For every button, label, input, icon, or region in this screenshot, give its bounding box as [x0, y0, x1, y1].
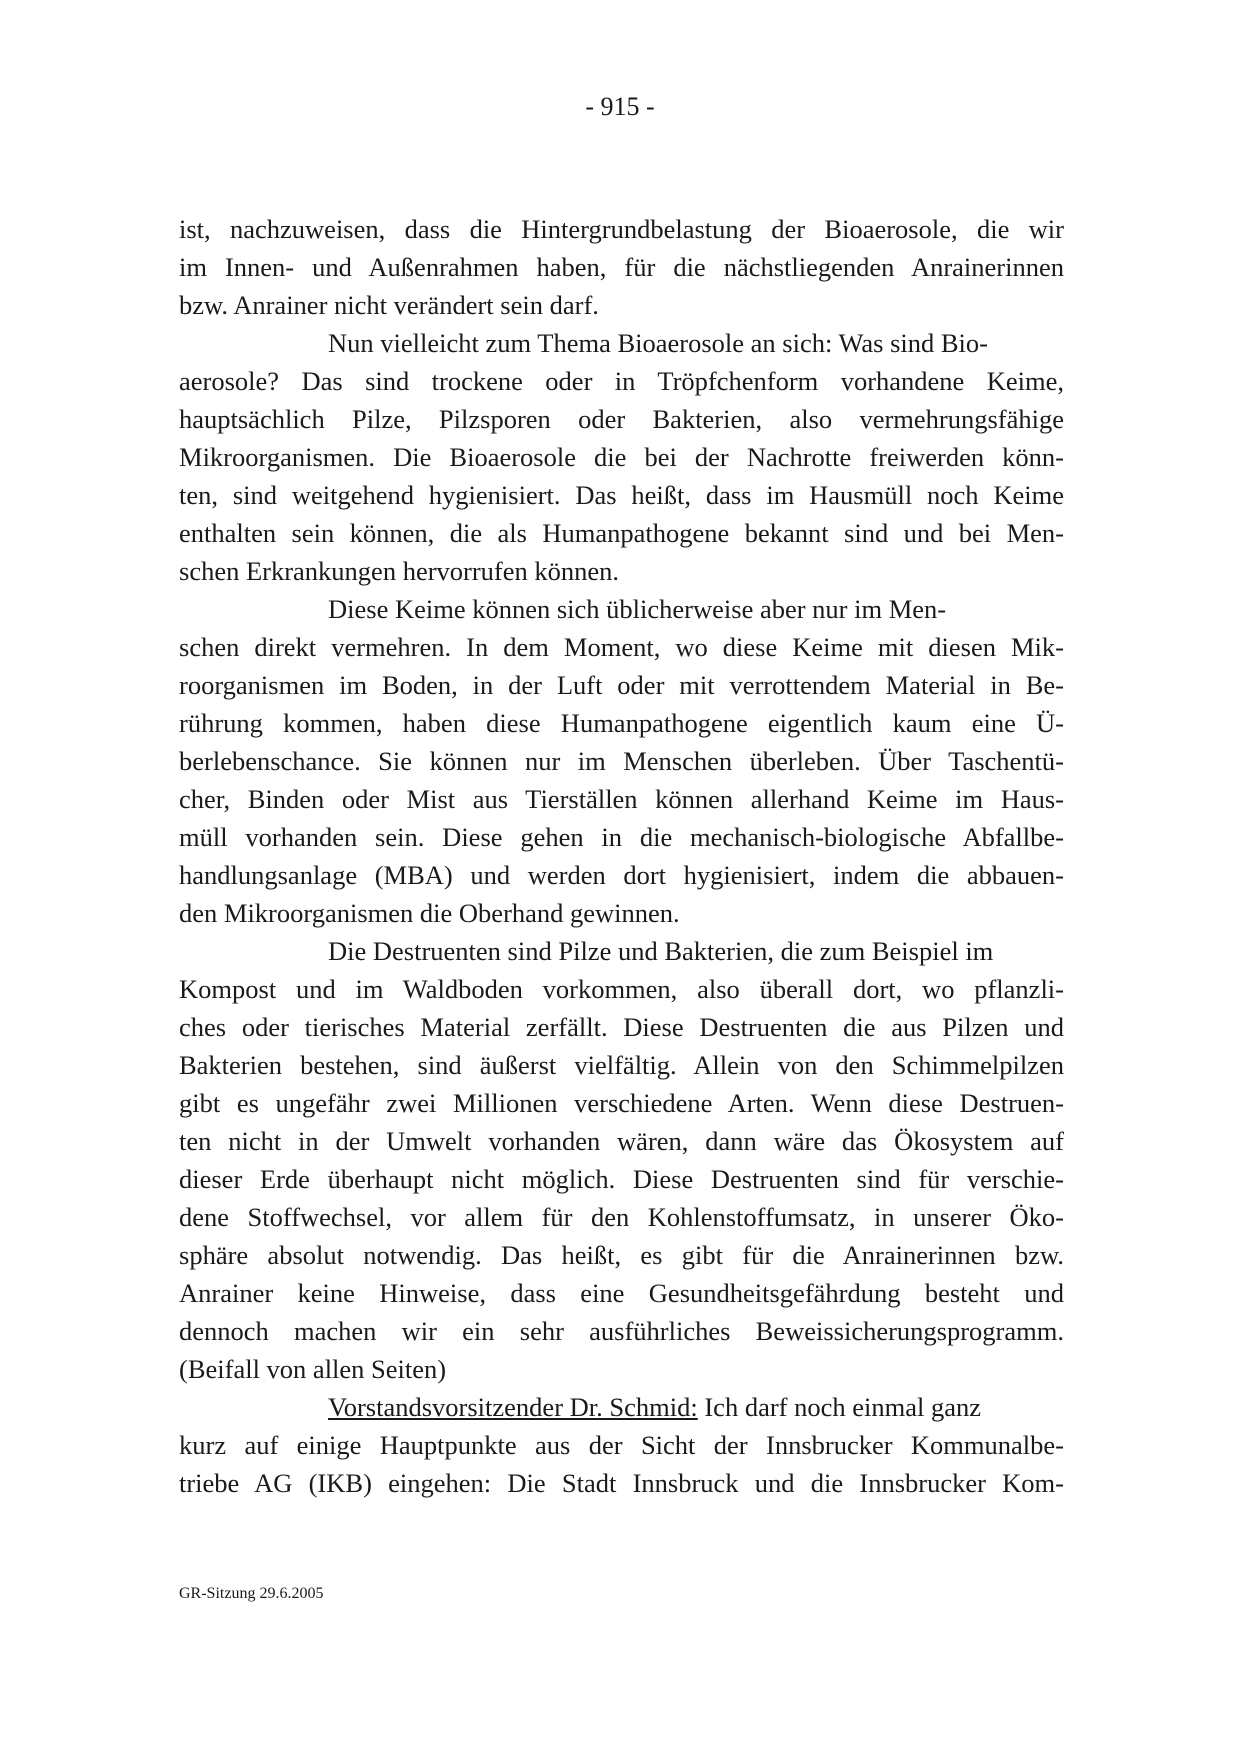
- text-line: [179, 248, 1064, 286]
- text-line: [179, 818, 1064, 856]
- text-line: [179, 552, 1064, 590]
- text-line: [179, 1046, 1064, 1084]
- text-line: [179, 628, 1064, 666]
- line-text: ten, sind weitgehend hygienisiert. Das heißt, dass im Hausmüll noch Keime: [179, 480, 1064, 510]
- text-line: [179, 742, 1064, 780]
- text-line: [179, 856, 1064, 894]
- text-line: [179, 210, 1064, 248]
- text-line: [179, 970, 1064, 1008]
- text-line: [179, 438, 1064, 476]
- line-text: dieser Erde überhaupt nicht möglich. Diese Destruenten sind für verschie-: [179, 1164, 1064, 1194]
- line-text: Diese Keime können sich üblicherweise aber nur im Men-: [328, 594, 947, 624]
- line-text: Kompost und im Waldboden vorkommen, also überall dort, wo pflanzli-: [179, 974, 1064, 1004]
- line-text: schen direkt vermehren. In dem Moment, wo diese Keime mit diesen Mik-: [179, 632, 1064, 662]
- text-line: [179, 362, 1064, 400]
- text-line: [179, 590, 1064, 628]
- speaker-name: Vorstandsvorsitzender Dr. Schmid:: [328, 1392, 698, 1422]
- text-line: [179, 932, 1064, 970]
- line-text: dene Stoffwechsel, vor allem für den Kohlenstoffumsatz, in unserer Öko-: [179, 1202, 1064, 1232]
- line-text: ist, nachzuweisen, dass die Hintergrundbelastung der Bioaerosole, die wir: [179, 214, 1064, 244]
- line-text: Bakterien bestehen, sind äußerst vielfältig. Allein von den Schimmelpilzen: [179, 1050, 1064, 1080]
- line-text: bzw. Anrainer nicht verändert sein darf.: [179, 290, 599, 320]
- line-text: ches oder tierisches Material zerfällt. Diese Destruenten die aus Pilzen und: [179, 1012, 1064, 1042]
- footer-session-date: GR-Sitzung 29.6.2005: [179, 1585, 324, 1602]
- text-line: [179, 1388, 1064, 1426]
- text-line: [179, 1008, 1064, 1046]
- text-line: [179, 1464, 1064, 1502]
- text-line: [179, 666, 1064, 704]
- line-text: dennoch machen wir ein sehr ausführliches Beweissicherungsprogramm.: [179, 1316, 1064, 1346]
- line-text: cher, Binden oder Mist aus Tierställen können allerhand Keime im Haus-: [179, 784, 1064, 814]
- line-text: enthalten sein können, die als Humanpathogene bekannt sind und bei Men-: [179, 518, 1064, 548]
- transcript-body: [179, 210, 1064, 1502]
- line-text: Die Destruenten sind Pilze und Bakterien, die zum Beispiel im: [328, 936, 994, 966]
- line-text: handlungsanlage (MBA) und werden dort hygienisiert, indem die abbauen-: [179, 860, 1064, 890]
- text-line: [179, 324, 1064, 362]
- line-text: müll vorhanden sein. Diese gehen in die mechanisch-biologische Abfallbe-: [179, 822, 1064, 852]
- line-text: schen Erkrankungen hervorrufen können.: [179, 556, 620, 586]
- line-text: berlebenschance. Sie können nur im Menschen überleben. Über Taschentü-: [179, 746, 1064, 776]
- line-text: gibt es ungefähr zwei Millionen verschiedene Arten. Wenn diese Destruen-: [179, 1088, 1064, 1118]
- text-line: [179, 894, 1064, 932]
- text-line: [179, 1084, 1064, 1122]
- page-number: - 915 -: [585, 92, 655, 121]
- line-text: ten nicht in der Umwelt vorhanden wären, dann wäre das Ökosystem auf: [179, 1126, 1064, 1156]
- line-text: hauptsächlich Pilze, Pilzsporen oder Bakterien, also vermehrungsfähige: [179, 404, 1064, 434]
- line-text: Ich darf noch einmal ganz: [697, 1392, 982, 1422]
- line-text: roorganismen im Boden, in der Luft oder mit verrottendem Material in Be-: [179, 670, 1064, 700]
- line-text: im Innen- und Außenrahmen haben, für die nächstliegenden Anrainerinnen: [179, 252, 1064, 282]
- text-line: [179, 1122, 1064, 1160]
- text-line: [179, 1198, 1064, 1236]
- text-line: [179, 1274, 1064, 1312]
- text-line: [179, 780, 1064, 818]
- line-text: den Mikroorganismen die Oberhand gewinnen.: [179, 898, 680, 928]
- line-text: Nun vielleicht zum Thema Bioaerosole an sich: Was sind Bio-: [328, 328, 988, 358]
- text-line: [179, 400, 1064, 438]
- text-line: [179, 1160, 1064, 1198]
- text-line: [179, 704, 1064, 742]
- text-line: [179, 1426, 1064, 1464]
- line-text: (Beifall von allen Seiten): [179, 1354, 447, 1384]
- text-line: [179, 476, 1064, 514]
- text-line: [179, 1236, 1064, 1274]
- line-text: Mikroorganismen. Die Bioaerosole die bei der Nachrotte freiwerden könn-: [179, 442, 1064, 472]
- line-text: kurz auf einige Hauptpunkte aus der Sicht der Innsbrucker Kommunalbe-: [179, 1430, 1064, 1460]
- text-line: [179, 1312, 1064, 1350]
- text-line: [179, 514, 1064, 552]
- line-text: triebe AG (IKB) eingehen: Die Stadt Innsbruck und die Innsbrucker Kom-: [179, 1468, 1064, 1498]
- line-text: sphäre absolut notwendig. Das heißt, es gibt für die Anrainerinnen bzw.: [179, 1240, 1064, 1270]
- line-text: rührung kommen, haben diese Humanpathogene eigentlich kaum eine Ü-: [179, 708, 1064, 738]
- line-text: Anrainer keine Hinweise, dass eine Gesundheitsgefährdung besteht und: [179, 1278, 1064, 1308]
- text-line: [179, 286, 1064, 324]
- text-line: [179, 1350, 1064, 1388]
- line-text: aerosole? Das sind trockene oder in Tröpfchenform vorhandene Keime,: [179, 366, 1064, 396]
